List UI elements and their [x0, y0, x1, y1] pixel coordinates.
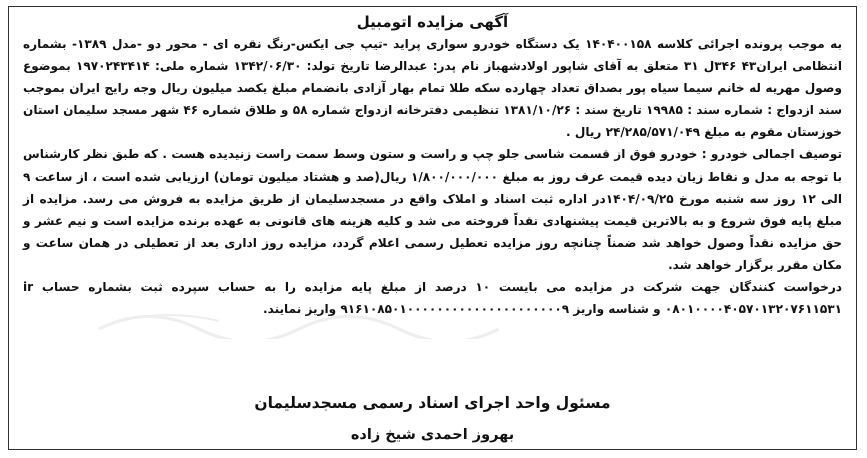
signature-block [9, 390, 856, 448]
paragraph-deposit-instructions: درخواست کنندگان جهت شرکت در مزایده می بایست ۱۰ درصد از مبلغ پایه مزایده را به حساب سپرده ثبت بشماره حساب ir ۰۸۰۱۰۰۰۰۴۰۵۷۰۱۳۲۰۷۶۱۱۵۳۱ و شناسه واریز ۹۱۶۱۰۸۵۰۱۰۰۰۰۰۰۰۰۰۰۰۰۰۰۰۰۰۰۰۰۰۹ واریز نمایند. [23, 280, 842, 317]
auction-notice [8, 6, 857, 450]
paragraph-vehicle-details: به موجب پرونده اجرائی کلاسه ۱۴۰۴۰۰۱۵۸ یک دستگاه خودرو سواری پراید -تیپ جی ایکس-رنگ نقره ای - محور دو -مدل ۱۳۸۹- بشماره انتظامی ایران۴۳ ۳۴۶ل ۳۱ متعلق به آقای شاپور اولادشهباز نام پدر: عبدالرضا تاریخ تولد: ۱۳۴۲/۰۶/۳۰ شماره ملی: ۱۹۷۰۲۴۳۴۱۴ بموضوع وصول مهریه له خانم سیما سیاه پور بصداق تعداد چهارده سکه طلا تمام بهار آزادی بانضمام مبلغ یکصد میلیون ریال وجه رایج ایران بموجب سند ازدواج : شماره سند : ۱۹۹۸۵ تاریخ سند : ۱۳۸۱/۱۰/۲۶ تنظیمی دفترخانه ازدواج شماره ۵۸ و طلاق شماره ۴۶ شهر مسجد سلیمان استان خوزستان مقوم به مبلغ ۲۴/۲۸۵/۵۷۱/۰۴۹ ریال . [23, 37, 843, 140]
paragraph-vehicle-description: توصیف اجمالی خودرو : خودرو فوق از قسمت شاسی جلو چپ و راست و ستون وسط سمت راست زنیدیده هست . که طبق نظر کارشناس با توجه به مدل و نقاط زیان دیده قیمت عرف روز به مبلغ ۱/۸۰۰/۰۰۰/۰۰۰ ریال(صد و هشتاد میلیون تومان) ارزیابی شده است ، از ساعت ۹ الی ۱۲ روز سه شنبه مورخ ۱۴۰۴/۰۹/۲۵در اداره ثبت اسناد و املاک واقع در مسجدسلیمان از طریق مزایده به فروش می رسد. مزایده از مبلغ پایه فوق شروع و به بالاترین قیمت پیشنهادی نقداً فروخته می شد و کلیه هزینه های قانونی به عهده برنده مزایده است و نیم عشر و حق مزایده نقداً وصول خواهد شد ضمناً چنانچه روز مزایده تعطیل رسمی اعلام گردد، مزایده روز اداری بعد از تعطیلی در همان ساعت و مکان مقرر برگزار خواهد شد. [23, 147, 842, 272]
notice-body [23, 33, 842, 320]
signature-title: مسئول واحد اجرای اسناد رسمی مسجدسلیمان [254, 394, 611, 412]
notice-title: آگهی مزایده اتومبیل [356, 13, 509, 31]
signature-name: بهروز احمدی شیخ زاده [350, 427, 515, 443]
